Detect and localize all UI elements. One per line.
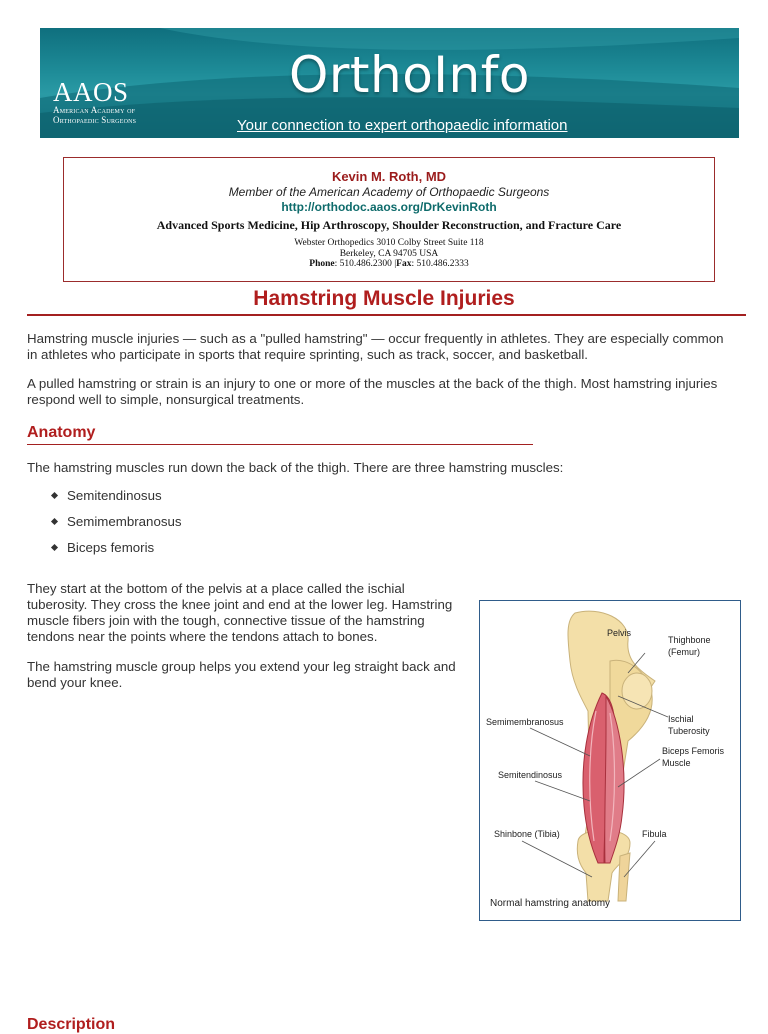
figure-caption: Normal hamstring anatomy	[490, 898, 611, 909]
label-ischial-line-1: Ischial	[668, 714, 694, 724]
title-divider	[27, 314, 746, 316]
muscle-name: Biceps femoris	[67, 540, 155, 555]
intro-paragraph-1: Hamstring muscle injuries — such as a "pulled hamstring" — occur frequently in athletes. They are especially common in athletes who participate in sports that require sprinting, such as track, soccer, and basketball.	[27, 331, 724, 362]
phone-label: Phone	[309, 259, 335, 269]
phone-fax-line	[64, 259, 714, 270]
address-line-1: Webster Orthopedics 3010 Colby Street Suite 118	[294, 238, 484, 248]
label-thighbone-line-2: (Femur)	[668, 647, 700, 657]
phone-number: : 510.486.2300 |	[334, 259, 397, 269]
physician-url-link[interactable]: http://orthodoc.aaos.org/DrKevinRoth	[281, 200, 497, 214]
anatomy-divider	[27, 444, 533, 445]
label-semitendinosus: Semitendinosus	[498, 770, 563, 780]
label-biceps-line-2: Muscle	[662, 758, 691, 768]
list-item	[27, 488, 182, 514]
site-tagline-link[interactable]: Your connection to expert orthopaedic information	[237, 117, 568, 134]
address-line-2: Berkeley, CA 94705 USA	[339, 248, 439, 259]
label-fibula: Fibula	[642, 829, 667, 839]
label-shinbone: Shinbone (Tibia)	[494, 829, 560, 839]
bullet-icon	[51, 544, 58, 551]
muscle-name: Semimembranosus	[67, 514, 182, 529]
orthoinfo-banner	[40, 28, 739, 138]
physician-name: Kevin M. Roth, MD	[331, 169, 447, 184]
label-thighbone	[668, 634, 711, 658]
aaos-logo-text: AAOS	[53, 77, 129, 107]
muscle-list	[27, 488, 182, 566]
physician-membership: Member of the American Academy of Orthopaedic Surgeons	[228, 185, 550, 199]
description-heading: Description	[27, 1016, 116, 1033]
anatomy-paragraph-2: The hamstring muscle group helps you extend your leg straight back and bend your knee.	[27, 659, 456, 690]
hamstring-anatomy-figure	[479, 600, 741, 921]
physician-specialties: Advanced Sports Medicine, Hip Arthroscopy, Shoulder Reconstruction, and Fracture Care	[156, 218, 622, 232]
muscle-name: Semitendinosus	[67, 488, 162, 503]
article-title: Hamstring Muscle Injuries	[253, 287, 515, 310]
aaos-logo-sub-2: Orthopaedic Surgeons	[53, 115, 137, 125]
bullet-icon	[51, 518, 58, 525]
label-ischial-tuberosity	[668, 713, 710, 737]
aaos-logo	[53, 79, 136, 125]
site-title: OrthoInfo	[289, 46, 530, 104]
anatomy-heading: Anatomy	[27, 424, 96, 441]
physician-contact-box	[63, 157, 715, 282]
label-biceps-line-1: Biceps Femoris	[662, 746, 725, 756]
list-item	[27, 514, 182, 540]
bullet-icon	[51, 492, 58, 499]
label-biceps-femoris	[662, 745, 724, 769]
physician-address	[64, 238, 714, 270]
intro-paragraph-2: A pulled hamstring or strain is an injury to one or more of the muscles at the back of the thigh. Most hamstring injuries respond well to simple, nonsurgical treatments.	[27, 376, 718, 407]
anatomy-paragraph-1: They start at the bottom of the pelvis at a place called the ischial tuberosity. They cross the knee joint and end at the lower leg. Hamstring muscle fibers join with the tough, connective tissue of the hamstring tendons near the points where the tendons attach to bones.	[27, 581, 453, 644]
anatomy-intro: The hamstring muscles run down the back of the thigh. There are three hamstring muscles:	[27, 460, 564, 475]
label-semimembranosus: Semimembranosus	[486, 717, 564, 727]
fax-label: Fax	[396, 259, 412, 269]
label-ischial-line-2: Tuberosity	[668, 726, 710, 736]
label-pelvis: Pelvis	[607, 628, 632, 638]
list-item	[27, 540, 182, 566]
label-thighbone-line-1: Thighbone	[668, 635, 711, 645]
aaos-logo-sub-1: American Academy of	[53, 105, 136, 115]
fax-number: : 510.486.2333	[411, 259, 469, 269]
